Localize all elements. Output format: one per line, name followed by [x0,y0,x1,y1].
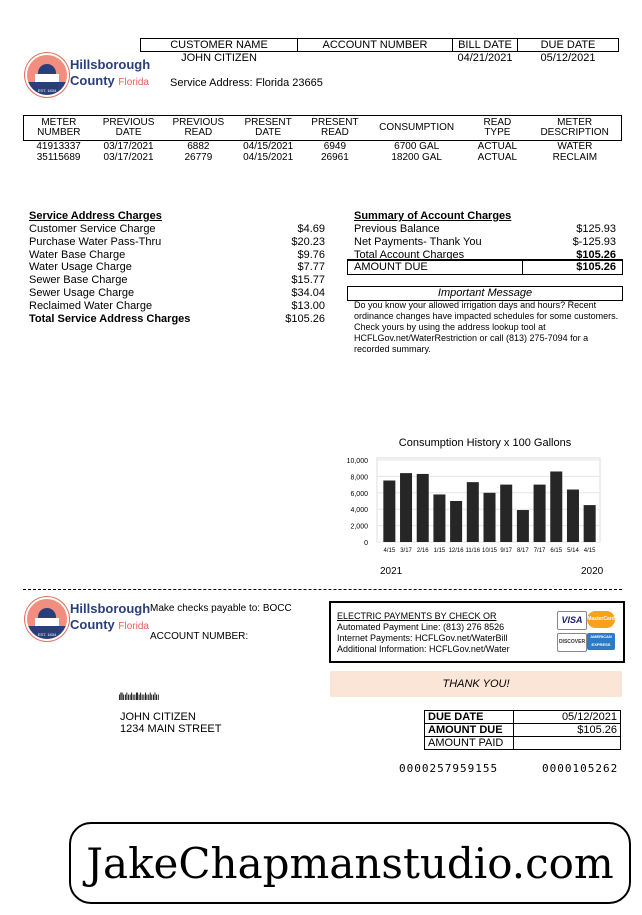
amount-due-value: $105.26 [514,724,621,737]
epay-internet: Internet Payments: HCFLGov.net/WaterBill [337,633,508,643]
mail-street: 1234 MAIN STREET [120,723,222,735]
stub-account-number-label: ACCOUNT NUMBER: [150,631,249,642]
meter-cell: 41913337 [36,141,81,152]
meter-col-header: CONSUMPTION [367,116,467,141]
chart-year-left: 2021 [380,566,403,577]
watermark-banner: JakeChapmanstudio.com [69,822,631,904]
service-charge-label: Sewer Usage Charge [29,287,135,299]
chart-bar [500,485,512,542]
amount-paid-field[interactable] [514,737,621,750]
consumption-chart [335,455,610,580]
meter-cell: 03/17/2021 [103,152,154,163]
service-charge-amount: $20.23 [291,235,325,248]
tear-line [23,589,622,590]
checks-payable: Make checks payable to: BOCC [150,603,292,614]
meter-cell: WATER [557,141,593,152]
service-charge-amount: $15.77 [291,274,325,287]
chart-x-tick: 10/15 [481,548,498,554]
chart-x-tick: 6/15 [550,548,563,554]
meter-col-header: PREVIOUS DATE [94,116,164,141]
meter-cell: 6949 [323,141,347,152]
service-charge-label: Sewer Base Charge [29,274,128,287]
chart-y-tick: 0 [364,540,368,547]
stub-county-seal-icon: EST. 1834 [25,597,69,641]
summary-label: Total Account Charges [354,248,465,261]
epay-phone: Automated Payment Line: (813) 276 8526 [337,622,505,632]
chart-bar [483,493,495,542]
scan-line-right: 0000105262 [542,762,619,775]
service-charge-label: Water Usage Charge [29,261,132,274]
chart-x-tick: 2/16 [416,548,429,554]
account-number-value [298,52,453,65]
service-charges-title: Service Address Charges [29,210,162,222]
service-charge-label: Water Base Charge [29,248,126,261]
chart-bar [450,501,462,542]
meter-cell: 18200 GAL [391,152,442,163]
due-date-amount: 05/12/2021 [514,711,621,724]
account-number-header: ACCOUNT NUMBER [298,39,453,52]
meter-cell: 35115689 [36,152,81,163]
amount-due-box [347,260,623,275]
summary-amount: $105.26 [576,248,616,261]
service-charge-amount: $7.77 [297,261,325,274]
logo-name-line2: County Florida [70,73,149,88]
epay-title: ELECTRIC PAYMENTS BY CHECK OR [337,611,497,621]
due-date-header: DUE DATE [518,39,619,52]
service-charge-label: Purchase Water Pass-Thru [29,235,162,248]
meter-cell: 04/15/2021 [243,152,294,163]
chart-year-right: 2020 [581,566,604,577]
chart-y-tick: 2,000 [350,523,368,531]
chart-y-tick: 6,000 [350,490,368,498]
chart-x-tick: 5/14 [567,548,579,554]
chart-x-tick: 12/16 [448,548,464,554]
chart-title: Consumption History x 100 Gallons [398,437,572,449]
service-charge-label: Customer Service Charge [29,223,156,235]
summary-label: AMOUNT DUE [354,261,428,274]
county-seal-icon: EST. 1834 [25,53,69,97]
bill-header-table [140,38,619,64]
due-table [424,710,621,750]
logo-name-line1: Hillsborough [70,57,151,72]
meter-col-header: READ TYPE [467,116,529,141]
chart-x-tick: 1/15 [433,548,446,554]
service-charge-amount: $9.76 [297,248,325,261]
visa-icon: VISA [557,611,587,630]
meter-cell: 26961 [321,152,349,163]
meter-col-header: PRESENT READ [303,116,367,141]
epay-info: Additional Information: HCFLGov.net/Water [337,644,510,654]
due-date-label: DUE DATE [425,711,514,724]
chart-x-tick: 11/16 [465,548,481,554]
meter-cell: 04/15/2021 [243,141,294,152]
discover-icon: DISCOVER [557,633,587,652]
chart-bar [417,474,429,542]
service-charges-total-amount: $105.26 [285,313,325,325]
scan-line-left: 0000257959155 [399,762,499,775]
chart-x-tick: 4/15 [583,548,596,554]
meter-cell: 26779 [184,152,213,163]
meter-row [24,152,622,163]
meter-col-header: PREVIOUS READ [163,116,233,141]
important-message-title: Important Message [347,286,623,301]
summary-amount: $125.93 [576,223,616,235]
due-date-value: 05/12/2021 [540,52,596,64]
summary-label: Net Payments- Thank You [354,235,482,248]
service-charge-amount: $13.00 [291,299,325,312]
meter-col-header: METER NUMBER [24,116,94,141]
amex-icon: AMERICAN EXPRESS [587,633,615,650]
meter-col-header: PRESENT DATE [233,116,303,141]
chart-bar [534,485,546,542]
thank-you-banner: THANK YOU! [330,671,622,697]
service-address: Service Address: Florida 23665 [170,77,323,89]
chart-x-tick: 4/15 [383,548,396,554]
chart-x-tick: 9/17 [500,548,513,554]
service-charge-amount: $34.04 [291,287,325,299]
amount-paid-label: AMOUNT PAID [425,737,514,750]
electronic-payments-box [329,601,625,663]
summary-amount: $105.26 [576,261,616,274]
service-charge-amount: $4.69 [297,223,325,235]
postal-barcode: ıllıılıılııllılıılıılıılıı [118,692,159,703]
meter-row [24,141,622,153]
chart-bar [467,482,479,542]
chart-bar [567,490,579,542]
service-charge-label: Reclaimed Water Charge [29,299,153,312]
amount-due-label: AMOUNT DUE [425,724,514,737]
chart-x-tick: 7/17 [533,548,546,554]
meter-cell: ACTUAL [477,141,518,152]
mastercard-icon: MasterCard [587,611,615,628]
meter-cell: RECLAIM [552,152,598,163]
meter-cell: ACTUAL [477,152,518,163]
meter-cell: 6700 GAL [394,141,440,152]
customer-name-header: CUSTOMER NAME [141,39,298,52]
chart-bar [383,481,395,543]
meter-col-header: METER DESCRIPTION [528,116,621,141]
chart-bar [517,510,529,542]
meter-table [23,115,622,163]
customer-name-value: JOHN CITIZEN [181,52,257,64]
meter-cell: 03/17/2021 [103,141,154,152]
meter-cell: 6882 [187,141,210,152]
chart-bar [584,505,596,542]
chart-y-tick: 4,000 [350,507,368,515]
chart-bar [400,473,412,542]
summary-label: Previous Balance [354,223,440,235]
summary-amount: $-125.93 [572,235,616,248]
bill-date-header: BILL DATE [453,39,518,52]
chart-x-tick: 3/17 [400,548,412,554]
service-charges-total-label: Total Service Address Charges [29,313,191,325]
chart-x-tick: 8/17 [517,548,529,554]
bill-date-value: 04/21/2021 [457,52,513,64]
important-message-text: Do you know your allowed irrigation days and hours? Recent ordinance changes have impacted schedules for some customers. Check yours by using the address lookup tool at HCFLGov.net/WaterRestriction or call (813) 275-7094 for a recorded summary. [354,300,619,354]
chart-bar [550,471,562,542]
chart-bar [433,494,445,542]
mail-name: JOHN CITIZEN [120,711,196,723]
chart-y-tick: 8,000 [350,474,368,482]
chart-y-tick: 10,000 [346,458,368,465]
summary-title: Summary of Account Charges [354,210,512,222]
